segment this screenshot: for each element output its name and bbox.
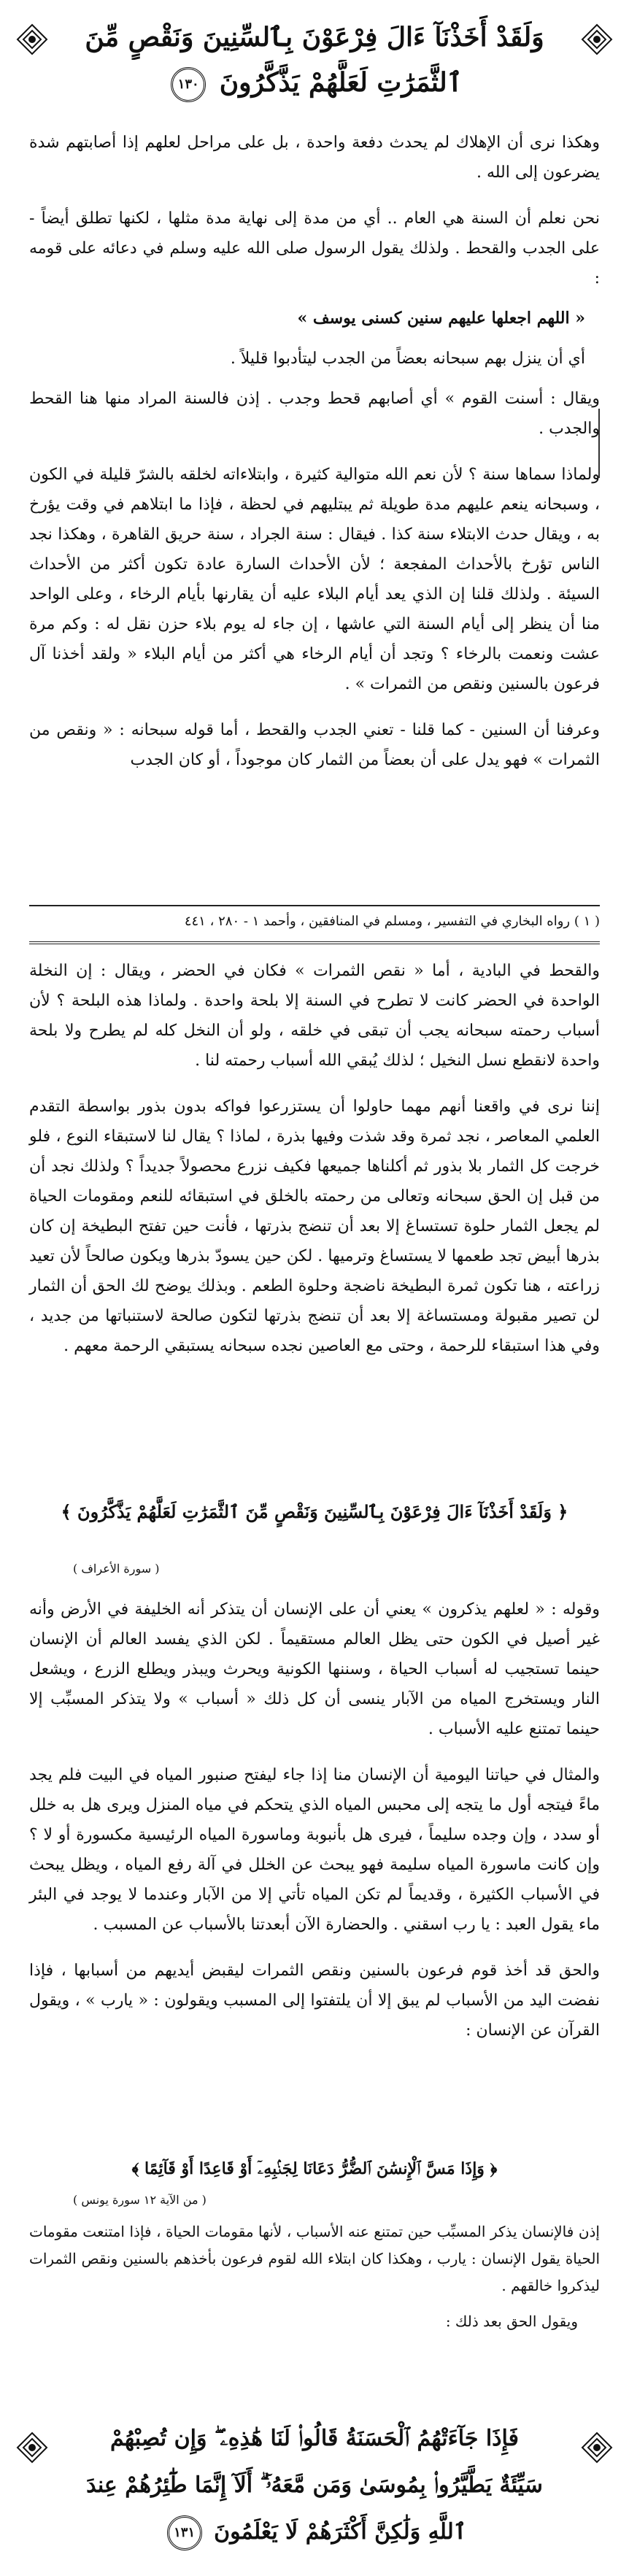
paragraph: والمثال في حياتنا اليومية أن الإنسان منا إذا جاء ليفتح صنبور المياه في البيت فلم يجد ماءً فيتجه أول ما يتجه إلى محبس المياه الذي يتحكم في مياه المنزل ويرى هل به خلل أو سدد ، وإن وجده سليماً ، فيرى هل بأنبوبة وماسورة المياه الرئيسية مكسورة أو لا ؟ وإن كانت ماسورة المياه سليمة فهو يبحث عن الخلل في آلة رفع المياه ، ويظل يبحث في الأسباب الكثيرة ، وقديماً لم تكن المياه تأتي إلا من الآبار وعندما لا يوجد في البئر ماء يقول العبد : يا رب اسقني . والحضارة الآن أبعدتنا بالأسباب عن المسبب . xyxy=(29,1766,600,1934)
footnote-separator xyxy=(29,905,600,906)
quote-bar xyxy=(598,409,600,478)
verse-reference: ( سورة الأعراف ) xyxy=(73,1562,160,1576)
section-three xyxy=(29,1594,600,2045)
paragraph: نحن نعلم أن السنة هي العام .. أي من مدة إلى نهاية مدة مثلها ، لكنها تطلق أيضاً - على الجدب والقحط . ولذلك يقول الرسول صلى الله عليه وسلم في دعائه على قومه : xyxy=(29,209,600,288)
paragraph: وقوله : « لعلهم يذكرون » يعني أن على الإنسان أن يتذكر أنه الخليفة في الأرض وأنه غير أصيل في الكون حتى يظل العالم مستقيماً . لكن الذي يفسد العالم أن الإنسان حينما تستجيب له أسباب الحياة ، وسننها الكونية ويحرث ويبذر ويطلع الزرع ، ويشعل النار ويستخرج المياه من الآبار ينسى أن كل ذلك « أسباب » ولا يتذكر المسبِّب إلا حينما تمتنع عليه الأسباب . xyxy=(29,1600,600,1738)
top-verse-line2-text: ٱلثَّمَرَٰتِ لَعَلَّهُمْ يَذَّكَّرُونَ xyxy=(219,67,463,98)
section-four xyxy=(29,2218,600,2335)
paragraph: إذن فالإنسان يذكر المسبِّب حين تمتنع عنه الأسباب ، لأنها مقومات الحياة ، فإذا امتنعت مقومات الحياة يقول الإنسان : يارب ، وهكذا كان ابتلاء الله لقوم فرعون بأخذهم بالسنين ونقص الثمرات ليذكروا خالقهم . xyxy=(29,2223,600,2294)
verse-reference: ( من الآية ١٢ سورة يونس ) xyxy=(73,2193,207,2207)
footnote: ( ١ ) رواه البخاري في التفسير ، ومسلم في المنافقين ، وأحمد ١ - ٢٨٠ ، ٤٤١ xyxy=(184,914,600,929)
section-two xyxy=(29,956,600,1361)
paragraph: والقحط في البادية ، أما « نقص الثمرات » فكان في الحضر ، ويقال : إن النخلة الواحدة في الحضر كانت لا تطرح في السنة إلا بلحة واحدة . ولماذا هذه البلحة ؟ لأن أسباب رحمته سبحانه يجب أن تبقى في خلقه ، ولو أن النخل كله لم يطرح ولا بلحة واحدة لانقطع نسل النخيل ؛ لذلك يُبقي الله أسباب رحمته لنا . xyxy=(29,962,600,1070)
mid-verse: ﴿ وَلَقَدْ أَخَذْنَآ ءَالَ فِرْعَوْنَ بِٱلسِّنِينَ وَنَقْصٍ مِّنَ ٱلثَّمَرَٰتِ لَعَلَّهُمْ يَذَّكَّرُونَ ﴾ xyxy=(61,1501,568,1522)
bottom-verse-line3 xyxy=(22,2509,607,2556)
top-verse-line1: وَلَقَدْ أَخَذْنَآ ءَالَ فِرْعَوْنَ بِٱلسِّنِينَ وَنَقْصٍ مِّنَ xyxy=(85,22,544,53)
paragraph: والحق قد أخذ قوم فرعون بالسنين ونقص الثمرات ليقبض أيديهم من أسبابها ، فإذا نفضت اليد من الأسباب لم يبق إلا أن يلتفتوا إلى المسبب ويقولون : « يارب » ، ويقول القرآن عن الإنسان : xyxy=(29,1962,600,2040)
paragraph: إننا نرى في واقعنا أنهم مهما حاولوا أن يستزرعوا فواكه بدون بذور بواسطة التقدم العلمي المعاصر ، نجد ثمرة وقد شذت وفيها بذرة ، لماذا ؟ يقال لنا لاستبقاء النوع ، فلو خرجت كل الثمار بلا بذور ثم أكلناها جميعها فكيف نزرع محصولاً جديداً ؟ ولذلك نجد أن من قبل إن الحق سبحانه وتعالى من رحمته بالخلق في استبقائه للنعم ومقومات الحياة لم يجعل الثمار حلوة تستساغ إلا بعد أن تنضج بذرتها ، فأنت حين تفتح البطيخة إن كان بذرها أبيض تجد طعمها لا يستساغ وترميها . لكن حين يسودّ بذرها ويكون صالحاً لأن تعيد زراعته ، هنا تكون ثمرة البطيخة ناضجة وحلوة الطعم . وبذلك يوضح لك الحق أن الثمار لن تصير مقبولة ومستساغة إلا بعد أن تنضج بذرتها لتكون صالحة لاستنباتها من جديد ، وفي هذا استبقاء للرحمة ، وحتى مع العاصين نجده سبحانه يستبقي الرحمة معهم . xyxy=(29,1098,600,1355)
bottom-verse-line2: سَيِّئَةٌ يَطَّيَّرُوا۟ بِمُوسَىٰ وَمَن مَّعَهُۥٓ ۗ أَلَآ إِنَّمَا طَٰٓئِرُهُمْ عِندَ xyxy=(86,2472,543,2498)
bottom-verse-line1: فَإِذَا جَآءَتْهُمُ ٱلْحَسَنَةُ قَالُوا۟ لَنَا هَٰذِهِۦ ۖ وَإِن تُصِبْهُمْ xyxy=(109,2426,520,2451)
ayah-number: ١٣٠ xyxy=(171,67,206,102)
paragraph: وعرفنا أن السنين - كما قلنا - تعني الجدب والقحط ، أما قوله سبحانه : « ونقص من الثمرات » فهو يدل على أن بعضاً من الثمار كان موجوداً ، أو كان الجدب xyxy=(29,721,600,769)
top-verse xyxy=(22,15,607,105)
section-one xyxy=(29,128,600,775)
bottom-verse-line3-text: ٱللَّهِ وَلَٰكِنَّ أَكْثَرَهُمْ لَا يَعْلَمُونَ xyxy=(214,2519,467,2545)
paragraph: أي أن ينزل بهم سبحانه بعضاً من الجدب ليتأدبوا قليلاً . xyxy=(230,350,585,368)
yunus-verse: ﴿ وَإِذَا مَسَّ ٱلْإِنسَٰنَ ٱلضُّرُّ دَعَانَا لِجَنۢبِهِۦٓ أَوْ قَاعِدًا أَوْ قَآئِمًا ﴾ xyxy=(131,2159,498,2178)
paragraph: وهكذا نرى أن الإهلاك لم يحدث دفعة واحدة ، بل على مراحل لعلهم إذا أصابتهم شدة يضرعون إلى الله . xyxy=(29,134,600,182)
top-verse-line2 xyxy=(22,60,607,105)
page-break xyxy=(29,941,600,944)
ayah-number: ١٣١ xyxy=(167,2515,202,2550)
bottom-verse xyxy=(22,2415,607,2556)
paragraph: ولماذا سماها سنة ؟ لأن نعم الله متوالية كثيرة ، وابتلاءاته لخلقه بالشرّ قليلة في الكون ، وسبحانه ينعم عليهم مدة طويلة ثم يبتليهم في لحظة ، فإذا ما ابتلاهم في وقت يؤرخ به ، ويقال حدث الابتلاء سنة كذا . فيقال : سنة الجراد ، سنة حريق القاهرة ، وهكذا نجد الناس تؤرخ بالأحداث المفجعة ؛ لأن الأحداث السارة عادة تكون أكثر من الأحداث السيئة . ولذلك قلنا إن الذي يعد أيام البلاء عليه أن يقارنها بأيام الرخاء ، وعلى الواحد منا أن ينظر إلى أيام السنة التي عاشها ، إن جاء له يوم بلاء حزن نقل له : وكم مرة عشت ونعمت بالرخاء ؟ وتجد أن أيام الرخاء هي أكثر من أيام البلاء « ولقد أخذنا آل فرعون بالسنين ونقص من الثمرات » . xyxy=(29,466,600,693)
paragraph: ويقال : أسنت القوم » أي أصابهم قحط وجدب . إذن فالسنة المراد منها هنا القحط والجدب . xyxy=(29,390,600,438)
hadith-quote: « اللهم اجعلها عليهم سنين كسنى يوسف » xyxy=(297,309,585,328)
paragraph: ويقول الحق بعد ذلك : xyxy=(445,2313,578,2330)
